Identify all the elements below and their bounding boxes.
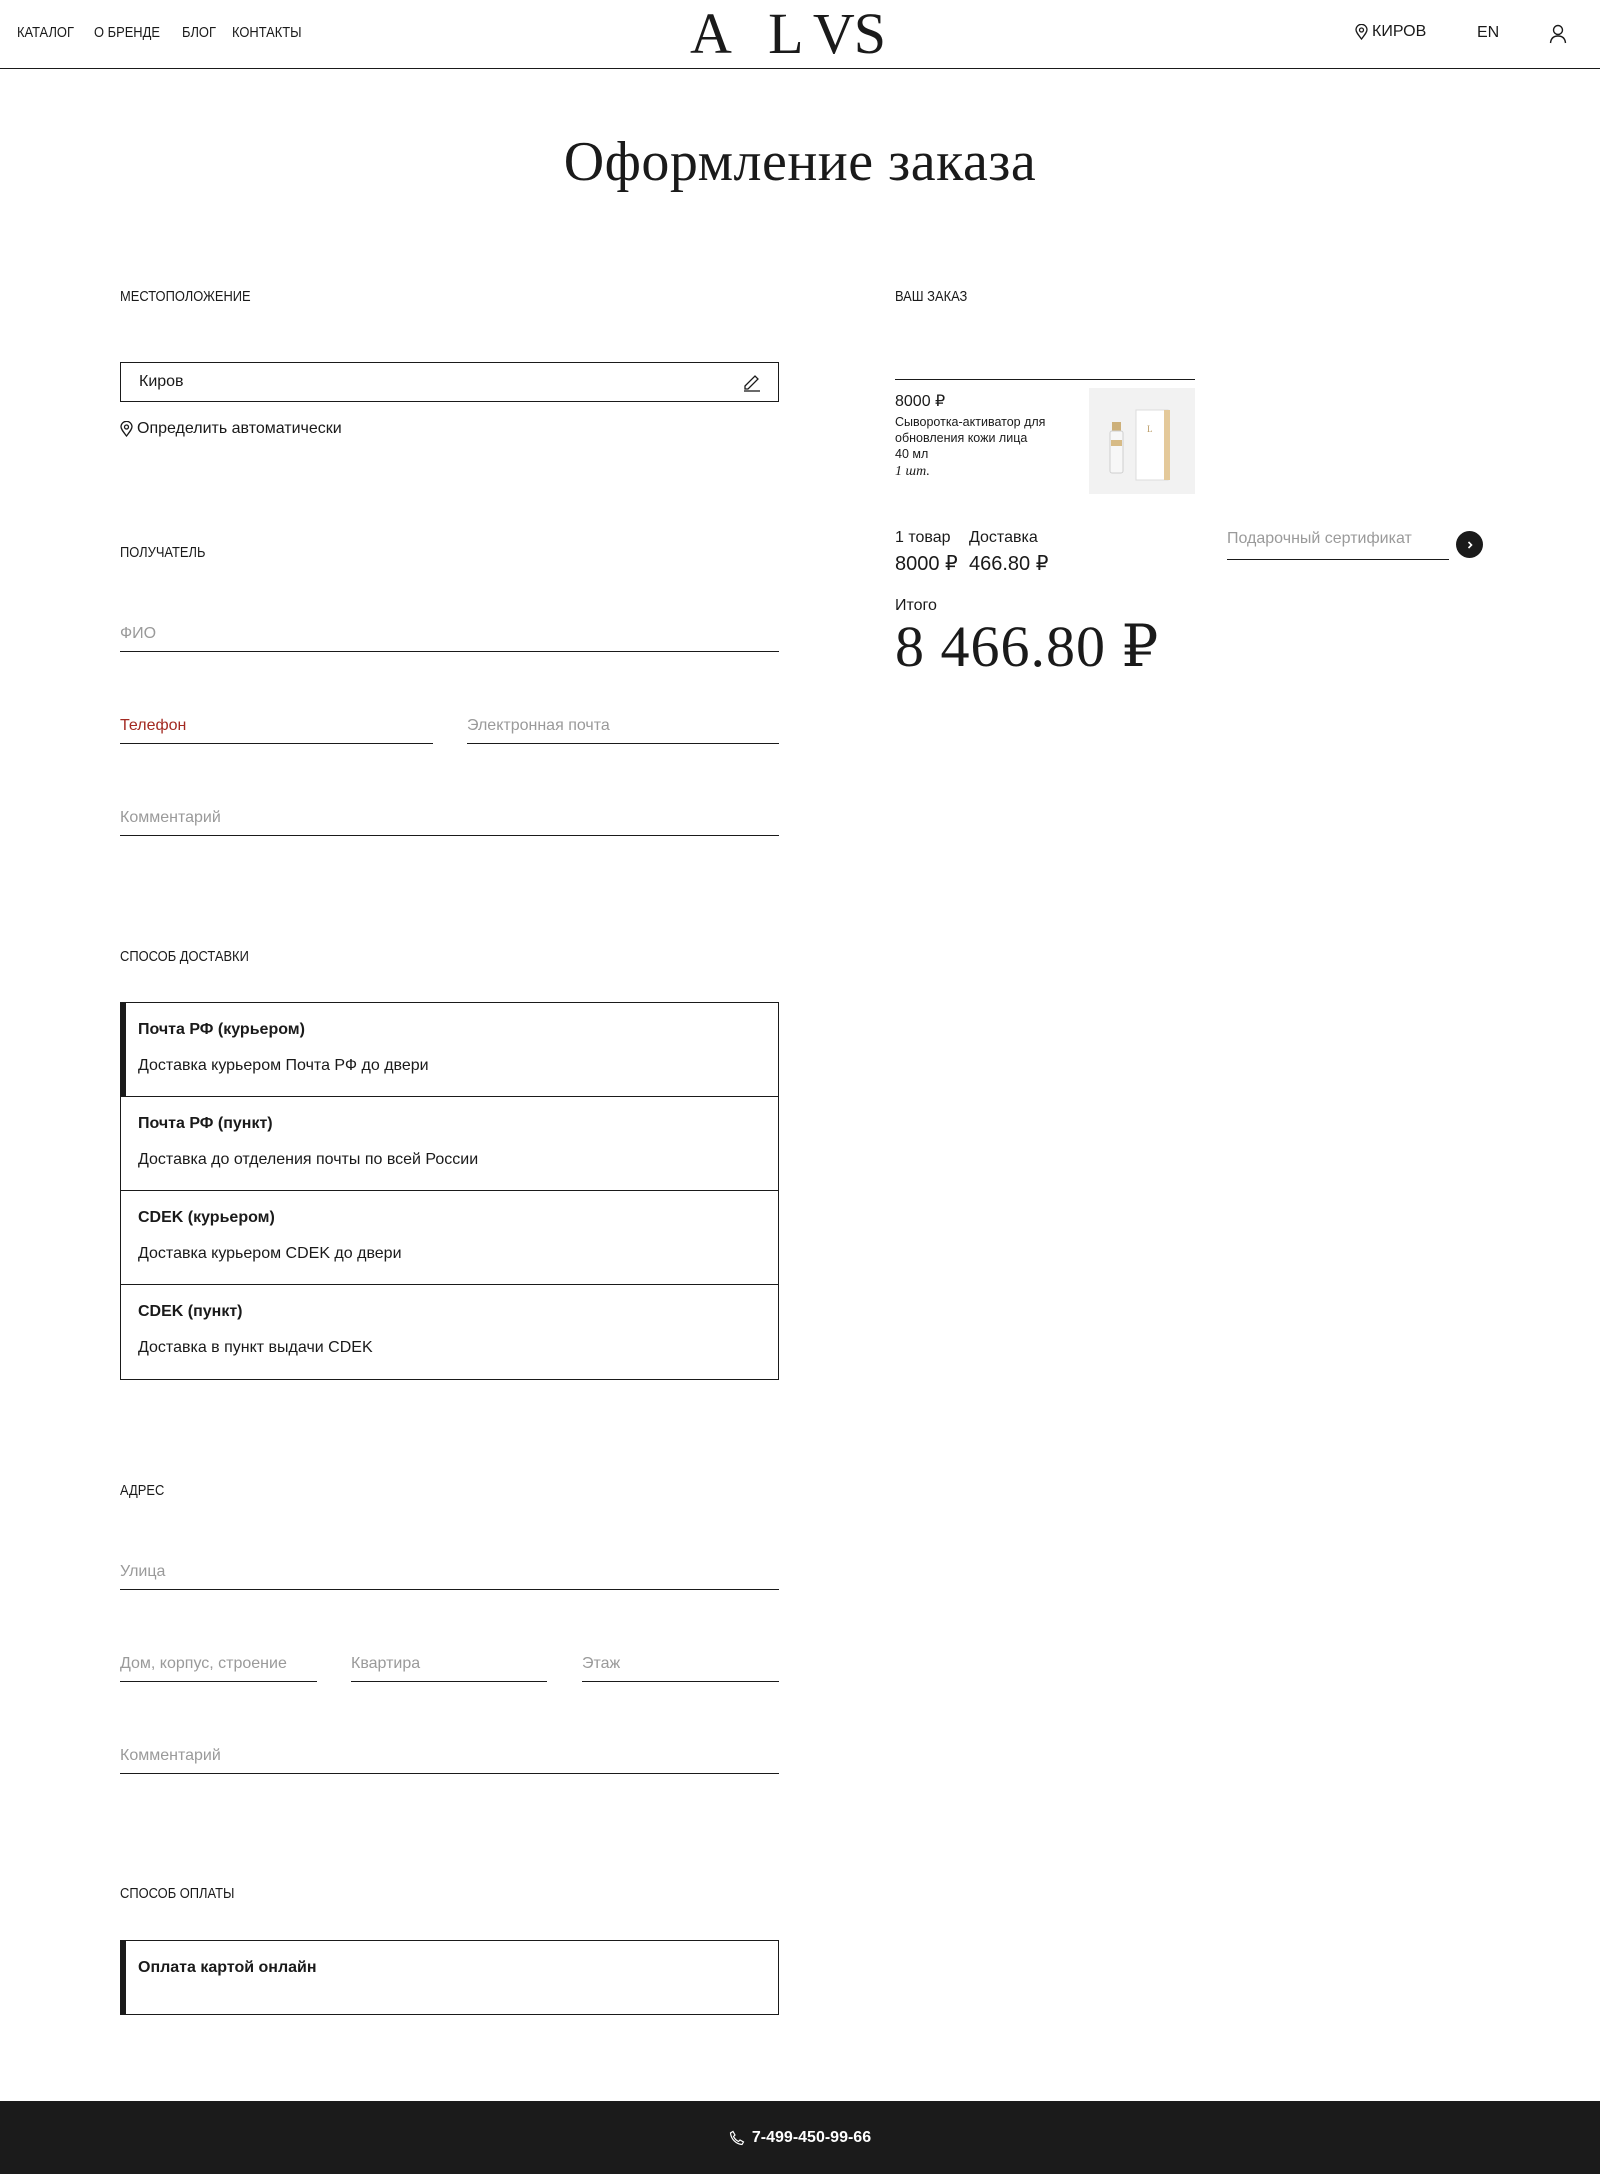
total-amount: 8 466.80 ₽ <box>895 614 1160 679</box>
delivery-option-title: Почта РФ (курьером) <box>138 1021 305 1038</box>
payment-options <box>120 1940 779 2015</box>
delivery-option-title: CDEK (пункт) <box>138 1303 243 1320</box>
gift-certificate-input[interactable] <box>1227 530 1449 560</box>
payment-option-card-online[interactable] <box>120 1941 778 2014</box>
delivery-option-pochta-point[interactable] <box>121 1097 778 1191</box>
location-pin-icon <box>120 421 133 437</box>
location-pin-icon <box>1355 24 1368 40</box>
page-title: Оформление заказа <box>563 131 1037 193</box>
main-nav <box>17 24 307 41</box>
items-count-block <box>895 529 958 576</box>
svg-text:L: L <box>1147 424 1153 434</box>
item-price: 8000 ₽ <box>895 393 946 410</box>
auto-detect-label: Определить автоматически <box>137 420 342 437</box>
phone-icon <box>729 2130 745 2146</box>
delivery-option-desc: Доставка курьером CDEK до двери <box>138 1245 402 1262</box>
house-input[interactable] <box>120 1655 317 1682</box>
nav-contacts[interactable]: КОНТАКТЫ <box>232 24 302 41</box>
item-quantity: 1 шт. <box>895 464 930 479</box>
delivery-option-title: Почта РФ (пункт) <box>138 1115 273 1132</box>
order-section-label: ВАШ ЗАКАЗ <box>895 288 968 305</box>
location-field[interactable] <box>120 362 779 402</box>
city-selector[interactable] <box>1355 23 1426 41</box>
nav-about-brand[interactable]: О БРЕНДЕ <box>94 24 161 41</box>
full-name-input[interactable] <box>120 625 779 652</box>
location-value: Киров <box>139 373 184 390</box>
apply-certificate-button[interactable] <box>1456 531 1483 558</box>
user-account-icon[interactable] <box>1549 24 1567 44</box>
item-volume: 40 мл <box>895 447 929 461</box>
items-count-label: 1 товар <box>895 529 951 546</box>
delivery-section-label: СПОСОБ ДОСТАВКИ <box>120 948 249 965</box>
delivery-option-pochta-courier[interactable] <box>120 1003 778 1097</box>
address-comment-input[interactable] <box>120 1747 779 1774</box>
site-header <box>0 0 1600 69</box>
recipient-section-label: ПОЛУЧАТЕЛЬ <box>120 544 206 561</box>
location-section-label: МЕСТОПОЛОЖЕНИЕ <box>120 288 251 305</box>
delivery-options <box>120 1002 779 1380</box>
total-label: Итого <box>895 597 937 614</box>
phone-input[interactable] <box>120 717 433 744</box>
delivery-option-desc: Доставка курьером Почта РФ до двери <box>138 1057 429 1074</box>
floor-input[interactable] <box>582 1655 779 1682</box>
chevron-right-icon <box>1465 540 1475 550</box>
street-input[interactable] <box>120 1563 779 1590</box>
footer-phone[interactable]: 7-499-450-99-66 <box>751 2128 872 2146</box>
delivery-option-desc: Доставка в пункт выдачи CDEK <box>138 1339 373 1356</box>
edit-pencil-icon[interactable] <box>742 372 762 392</box>
nav-catalog[interactable]: КАТАЛОГ <box>17 24 74 41</box>
delivery-option-cdek-courier[interactable] <box>121 1191 778 1285</box>
order-divider <box>895 379 1195 380</box>
city-name: КИРОВ <box>1372 23 1427 40</box>
email-input[interactable] <box>467 717 779 744</box>
payment-section-label: СПОСОБ ОПЛАТЫ <box>120 1885 235 1902</box>
recipient-comment-input[interactable] <box>120 809 779 836</box>
delivery-cost: 466.80 ₽ <box>969 553 1049 575</box>
flat-input[interactable] <box>351 1655 547 1682</box>
delivery-option-title: CDEK (курьером) <box>138 1209 275 1226</box>
site-footer <box>0 2101 1600 2174</box>
delivery-cost-label: Доставка <box>969 529 1038 546</box>
delivery-option-desc: Доставка до отделения почты по всей России <box>138 1151 479 1168</box>
item-name[interactable]: Сыворотка-активатор для обновления кожи лица <box>895 415 1046 445</box>
product-image[interactable] <box>1089 388 1195 494</box>
address-section-label: АДРЕС <box>120 1482 165 1499</box>
items-subtotal: 8000 ₽ <box>895 553 958 575</box>
auto-detect-location[interactable] <box>120 420 342 438</box>
brand-logo[interactable]: A L VS <box>690 1 886 66</box>
language-switch[interactable]: EN <box>1477 24 1500 41</box>
delivery-cost-block <box>969 529 1048 576</box>
payment-option-title: Оплата картой онлайн <box>138 1959 317 1976</box>
delivery-option-cdek-point[interactable] <box>121 1285 778 1379</box>
nav-blog[interactable]: БЛОГ <box>181 24 216 41</box>
